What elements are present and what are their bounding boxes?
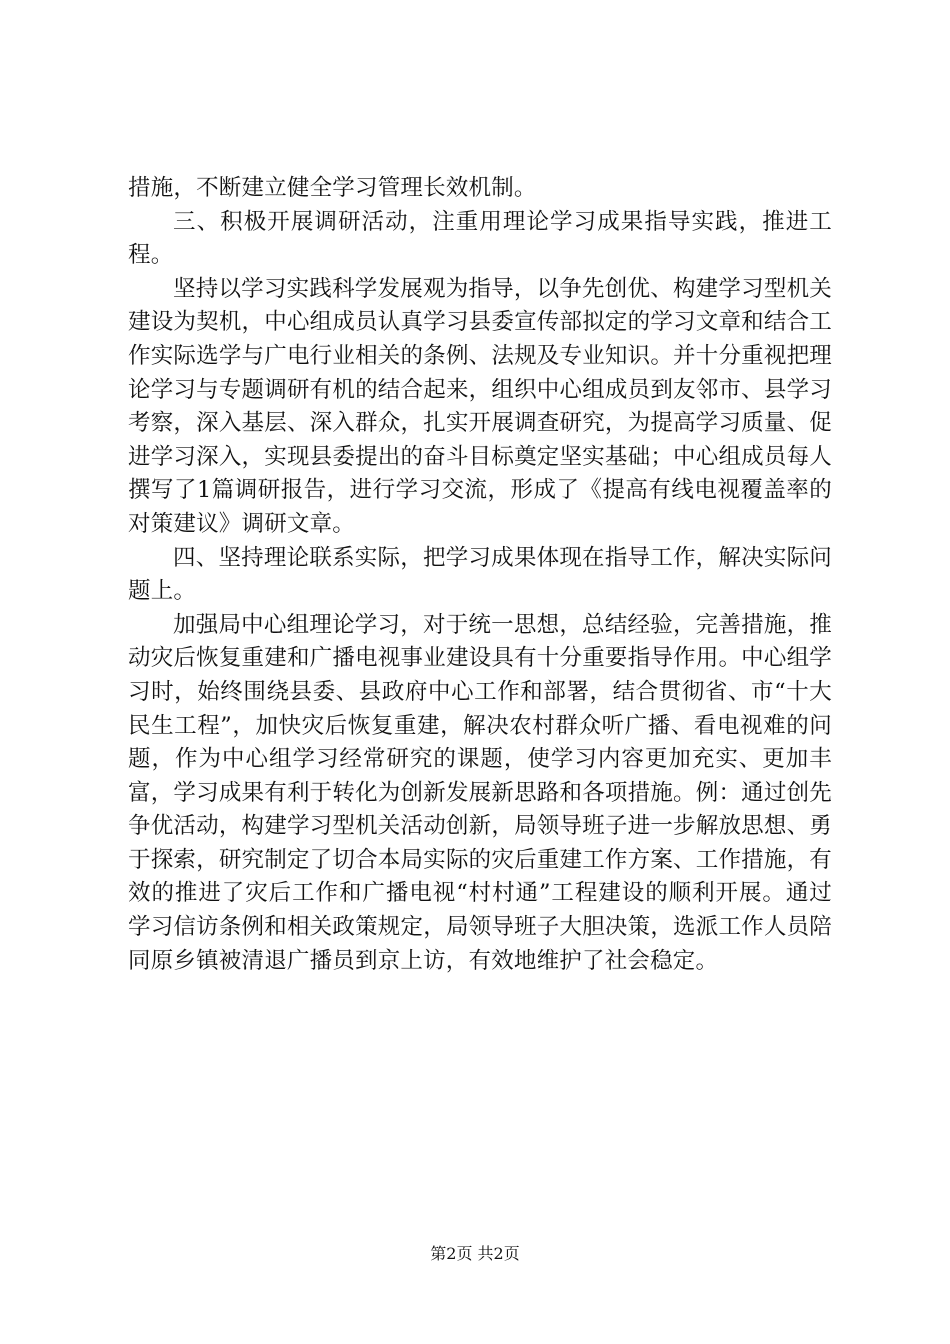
section-heading-three: 三、积极开展调研活动，注重用理论学习成果指导实践，推进工程。 — [128, 208, 832, 269]
page-number: 第2页 共2页 — [430, 1244, 520, 1263]
section-heading-four: 四、坚持理论联系实际，把学习成果体现在指导工作，解决实际问题上。 — [128, 544, 832, 605]
paragraph-continuation: 措施，不断建立健全学习管理长效机制。 — [128, 175, 537, 201]
paragraph-practice: 加强局中心组理论学习，对于统一思想，总结经验，完善措施，推动灾后恢复重建和广播电视事业建设具有十分重要指导作用。中心组学习时，始终围绕县委、县政府中心工作和部署，结合贯彻省、市“十大民生工程”，加快灾后恢复重建，解决农村群众听广播、看电视难的问题，作为中心组学习经常研究的课题，使学习内容更加充实、更加丰富，学习成果有利于转化为创新发展新思路和各项措施。例：通过创先争优活动，构建学习型机关活动创新，局领导班子进一步解放思想、勇于探索，研究制定了切合本局实际的灾后重建工作方案、工作措施，有效的推进了灾后工作和广播电视“村村通”工程建设的顺利开展。通过学习信访条例和相关政策规定，局领导班子大胆决策，选派工作人员陪同原乡镇被清退广播员到京上访，有效地维护了社会稳定。 — [128, 611, 832, 974]
document-body — [128, 172, 832, 978]
paragraph-research: 坚持以学习实践科学发展观为指导，以争先创优、构建学习型机关建设为契机，中心组成员认真学习县委宣传部拟定的学习文章和结合工作实际选学与广电行业相关的条例、法规及专业知识。并十分重视把理论学习与专题调研有机的结合起来，组织中心组成员到友邻市、县学习考察，深入基层、深入群众，扎实开展调查研究，为提高学习质量、促进学习深入，实现县委提出的奋斗目标奠定坚实基础；中心组成员每人撰写了1篇调研报告，进行学习交流，形成了《提高有线电视覆盖率的对策建议》调研文章。 — [128, 275, 832, 537]
